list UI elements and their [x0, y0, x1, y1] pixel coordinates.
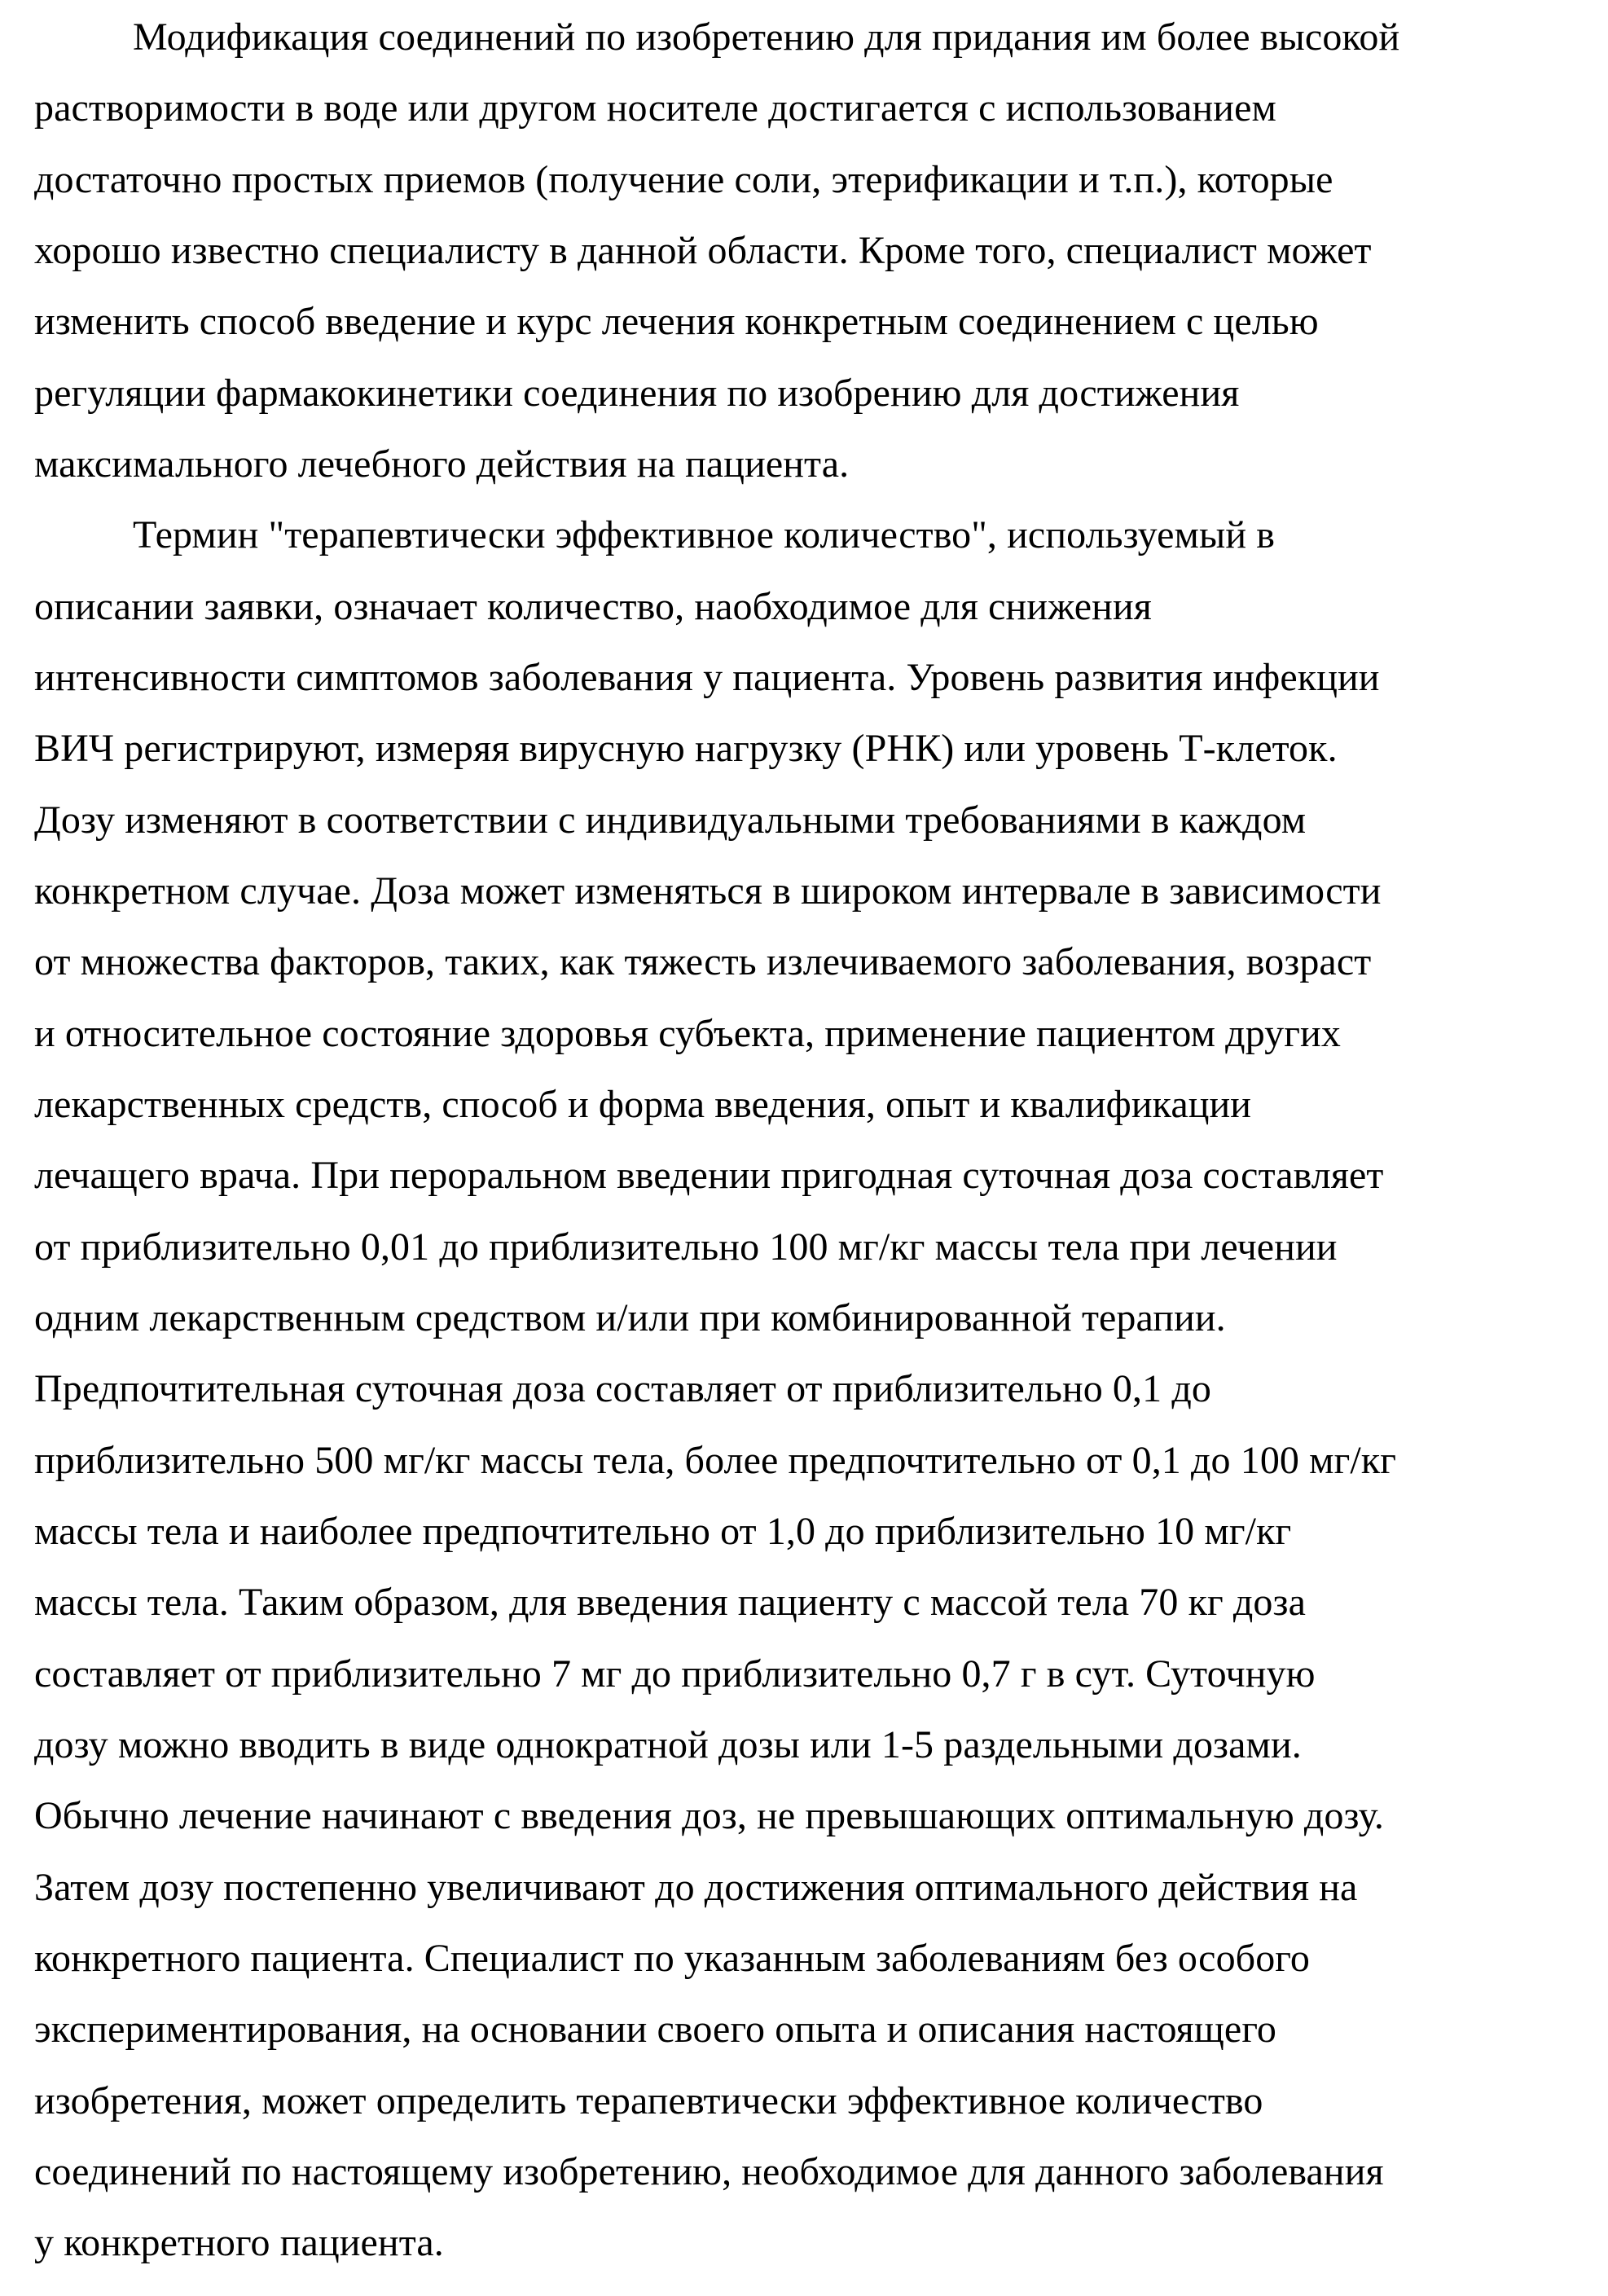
- paragraph-2-line-18: дозу можно вводить в виде однократной дозы или 1-5 раздельными дозами.: [34, 1723, 1302, 1766]
- paragraph-2-line-20: Затем дозу постепенно увеличивают до достижения оптимального действия на: [34, 1866, 1358, 1909]
- paragraph-2-line-15: массы тела и наиболее предпочтительно от 1,0 до приблизительно 10 мг/кг: [34, 1510, 1292, 1553]
- paragraph-1-line-1: Модификация соединений по изобретению для придания им более высокой: [133, 15, 1400, 59]
- paragraph-2-line-19: Обычно лечение начинают с введения доз, не превышающих оптимальную дозу.: [34, 1794, 1384, 1837]
- paragraph-2-line-8: и относительное состояние здоровья субъекта, применение пациентом других: [34, 1012, 1341, 1055]
- paragraph-2-line-7: от множества факторов, таких, как тяжесть излечиваемого заболевания, возраст: [34, 940, 1372, 983]
- paragraph-2-line-23: изобретения, может определить терапевтически эффективное количество: [34, 2079, 1263, 2122]
- paragraph-2-line-24: соединений по настоящему изобретению, необходимое для данного заболевания: [34, 2150, 1384, 2193]
- paragraph-2-line-6: конкретном случае. Доза может изменяться в широком интервале в зависимости: [34, 869, 1382, 913]
- paragraph-2-line-10: лечащего врача. При пероральном введении пригодная суточная доза составляет: [34, 1154, 1384, 1197]
- paragraph-2-line-4: ВИЧ регистрируют, измеряя вирусную нагрузку (РНК) или уровень Т-клеток.: [34, 727, 1338, 770]
- paragraph-1-line-7: максимального лечебного действия на пациента.: [34, 442, 850, 486]
- paragraph-2-line-13: Предпочтительная суточная доза составляет от приблизительно 0,1 до: [34, 1367, 1211, 1410]
- paragraph-2-line-14: приблизительно 500 мг/кг массы тела, более предпочтительно от 0,1 до 100 мг/кг: [34, 1439, 1397, 1482]
- paragraph-2-line-11: от приблизительно 0,01 до приблизительно 100 мг/кг массы тела при лечении: [34, 1225, 1338, 1269]
- paragraph-2-line-21: конкретного пациента. Специалист по указанным заболеваниям без особого: [34, 1937, 1310, 1980]
- paragraph-1-line-2: растворимости в воде или другом носителе достигается с использованием: [34, 86, 1276, 130]
- paragraph-2-line-2: описании заявки, означает количество, наобходимое для снижения: [34, 585, 1152, 628]
- paragraph-2-line-16: массы тела. Таким образом, для введения пациенту с массой тела 70 кг доза: [34, 1581, 1306, 1624]
- paragraph-2-line-17: составляет от приблизительно 7 мг до приблизительно 0,7 г в сут. Суточную: [34, 1652, 1316, 1696]
- paragraph-2-line-3: интенсивности симптомов заболевания у пациента. Уровень развития инфекции: [34, 656, 1380, 699]
- paragraph-2-line-12: одним лекарственным средством и/или при комбинированной терапии.: [34, 1296, 1226, 1339]
- paragraph-2-line-1: Термин "терапевтически эффективное количество", используемый в: [133, 513, 1276, 556]
- paragraph-2-line-9: лекарственных средств, способ и форма введения, опыт и квалификации: [34, 1083, 1252, 1126]
- paragraph-1-line-3: достаточно простых приемов (получение соли, этерификации и т.п.), которые: [34, 158, 1333, 201]
- paragraph-1-line-4: хорошо известно специалисту в данной области. Кроме того, специалист может: [34, 229, 1372, 272]
- paragraph-1-line-5: изменить способ введение и курс лечения конкретным соединением с целью: [34, 300, 1319, 343]
- paragraph-2-line-22: экспериментирования, на основании своего опыта и описания настоящего: [34, 2008, 1277, 2051]
- paragraph-2-line-25: у конкретного пациента.: [34, 2221, 444, 2264]
- paragraph-2-line-5: Дозу изменяют в соответствии с индивидуальными требованиями в каждом: [34, 798, 1307, 842]
- paragraph-1-line-6: регуляции фармакокинетики соединения по изобрению для достижения: [34, 372, 1240, 415]
